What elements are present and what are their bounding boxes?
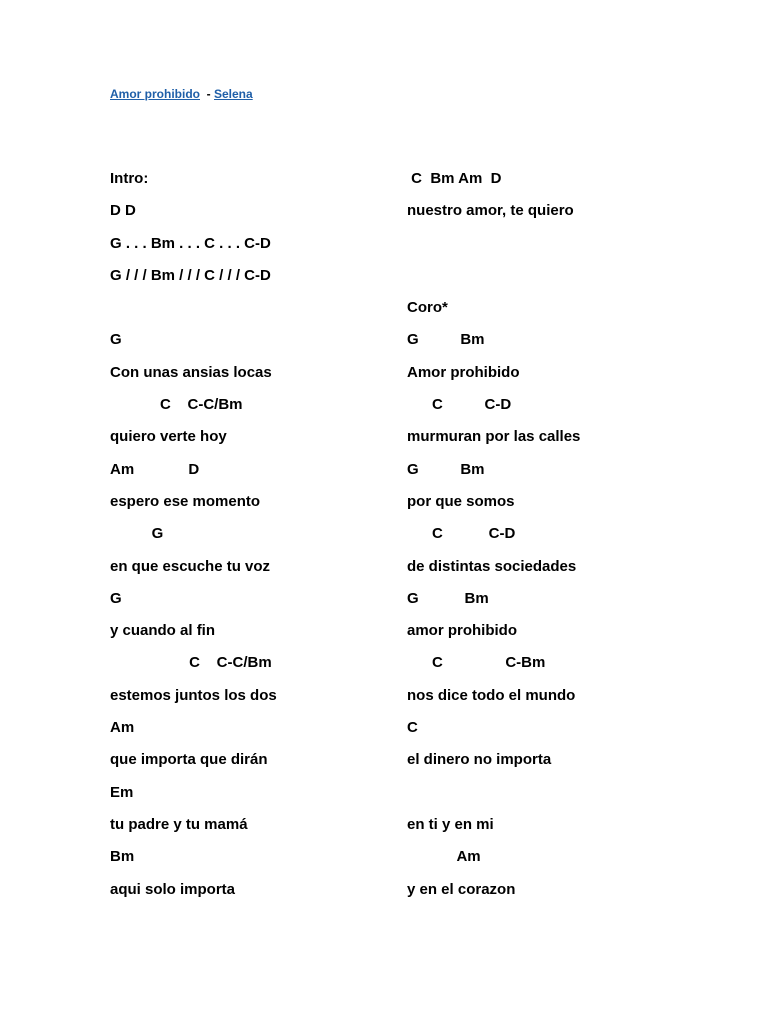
lyric-line: Amor prohibido <box>407 363 520 381</box>
lyric-line: C C-D <box>407 396 512 414</box>
lyric-line: y en el corazon <box>407 880 516 898</box>
song-header <box>110 87 253 101</box>
lyric-line: el dinero no importa <box>407 751 552 769</box>
lyric-line: Em <box>110 783 134 801</box>
lyric-line: C C-C/Bm <box>110 654 272 672</box>
lyric-line: G <box>110 589 122 607</box>
lyric-line: de distintas sociedades <box>407 557 577 575</box>
lyric-line: Con unas ansias locas <box>110 363 272 381</box>
lyric-line: G . . . Bm . . . C . . . C-D <box>110 234 271 252</box>
lyric-line: Bm <box>110 848 135 866</box>
lyric-line: C C-D <box>407 525 516 543</box>
title-separator: - <box>200 87 214 101</box>
lyric-line: G Bm <box>407 589 489 607</box>
lyric-line: Am <box>407 848 481 866</box>
lyric-line: y cuando al fin <box>110 622 216 640</box>
lyric-line: G / / / Bm / / / C / / / C-D <box>110 266 271 284</box>
lyric-line: G <box>110 331 122 349</box>
lyric-line: C C-C/Bm <box>110 396 243 414</box>
lyric-line: C Bm Am D <box>407 170 502 187</box>
lyric-line: en ti y en mi <box>407 815 494 833</box>
lyric-line: murmuran por las calles <box>407 428 581 446</box>
lyric-line <box>407 777 707 809</box>
lyric-line: que importa que dirán <box>110 751 268 769</box>
song-title-link[interactable]: Amor prohibido <box>110 87 200 101</box>
lyric-line: en que escuche tu voz <box>110 557 271 575</box>
right-lyrics-column <box>407 163 707 906</box>
lyric-line: Intro: <box>110 170 149 187</box>
lyric-line: aqui solo importa <box>110 880 236 898</box>
lyric-line: amor prohibido <box>407 622 517 640</box>
lyric-line: Am D <box>110 460 200 478</box>
left-lyrics-column <box>110 163 410 906</box>
lyric-line: G Bm <box>407 460 485 478</box>
lyric-line: nos dice todo el mundo <box>407 686 576 704</box>
lyric-line <box>110 292 410 324</box>
lyric-line: quiero verte hoy <box>110 428 227 446</box>
lyric-line <box>407 260 707 292</box>
lyric-line: Am <box>110 719 135 737</box>
lyric-line: espero ese momento <box>110 492 261 510</box>
lyric-line: G <box>110 525 164 543</box>
lyric-line: por que somos <box>407 492 515 510</box>
lyric-line: D D <box>110 202 136 220</box>
artist-link[interactable]: Selena <box>214 87 253 101</box>
lyric-line: C C-Bm <box>407 654 546 672</box>
lyric-line: estemos juntos los dos <box>110 686 277 704</box>
lyric-line: C <box>407 719 418 737</box>
lyric-line: Coro* <box>407 299 448 317</box>
lyric-line: G Bm <box>407 331 485 349</box>
lyric-line <box>407 228 707 260</box>
lyric-line: nuestro amor, te quiero <box>407 202 574 220</box>
lyric-line: tu padre y tu mamá <box>110 815 248 833</box>
